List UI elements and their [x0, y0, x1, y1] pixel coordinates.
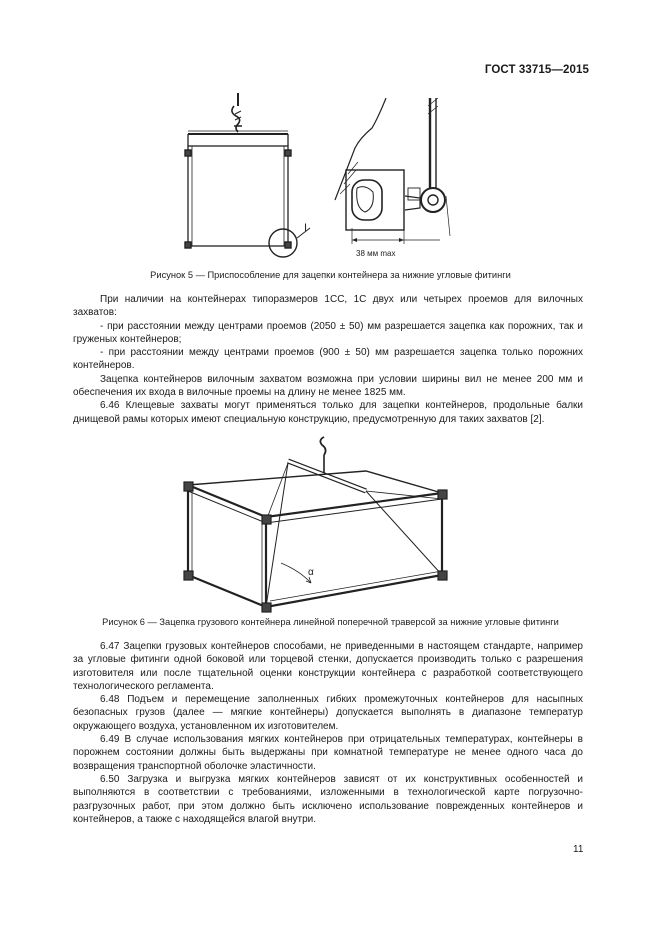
- figure-6-drawing: [180, 435, 460, 615]
- paragraph: - при расстоянии между центрами проемов (2050 ± 50) мм разрешается зацепка как порожних, так и груженых контейнеров;: [73, 320, 583, 345]
- angle-label: α: [308, 567, 314, 578]
- figure-5-caption: Рисунок 5 — Приспособление для зацепки контейнера за нижние угловые фитинги: [150, 270, 511, 280]
- figure-5-drawing: [150, 88, 470, 268]
- paragraph: - при расстоянии между центрами проемов (900 ± 50) мм разрешается зацепка только порожних контейнеров.: [73, 347, 583, 372]
- text-block-top: [73, 293, 583, 426]
- paragraph: Зацепка контейнеров вилочным захватом возможна при условии ширины вил не менее 200 мм и обеспечения их входа в вилочные проемы на длину не менее 1825 мм.: [73, 373, 583, 399]
- paragraph: При наличии на контейнерах типоразмеров 1СС, 1С двух или четырех проемов для вилочных захватов:: [73, 294, 583, 319]
- dimension-label: 38 мм max: [356, 249, 396, 258]
- figure-6-caption: Рисунок 6 — Зацепка грузового контейнера линейной поперечной траверсой за нижние угловые фитинги: [102, 617, 559, 627]
- paragraph: 6.47 Зацепки грузовых контейнеров способами, не приведенными в настоящем стандарте, например за угловые фитинги одной боковой или торцевой стенки, допускается производить только с разрешения изготовителя или после тщательной оценки конструкции контейнера с разработкой соответствующего технологического регламента.: [73, 641, 583, 692]
- paragraph: 6.46 Клещевые захваты могут применяться только для зацепки контейнеров, продольные балки днищевой рамы которых имеют специальную конструкцию, предусмотренную для таких захватов [2].: [73, 400, 583, 425]
- page-number: 11: [573, 844, 584, 855]
- paragraph: 6.48 Подъем и перемещение заполненных гибких промежуточных контейнеров для насыпных безопасных грузов (далее — мягкие контейнеры) допускается выполнять в диапазоне температур окружающего воздуха, установленном их изготовителем.: [73, 694, 583, 732]
- text-block-bottom: [73, 640, 583, 826]
- detail-label: I: [304, 222, 308, 234]
- paragraph: 6.49 В случае использования мягких контейнеров при отрицательных температурах, контейнеры в порожнем состоянии должны быть выдержаны при комнатной температуре не менее одного часа до возвращения транспортной оболочке эластичности.: [73, 734, 583, 772]
- document-header: ГОСТ 33715—2015: [484, 64, 589, 76]
- paragraph: 6.50 Загрузка и выгрузка мягких контейнеров зависят от их конструктивных особенностей и выполняются в соответствии с требованиями, изложенными в технологической карте погрузочно-разгрузочных работ, при этом должно быть исключено использование поврежденных контейнеров и контейнеров, а также с находящейся влагой внутри.: [73, 773, 583, 825]
